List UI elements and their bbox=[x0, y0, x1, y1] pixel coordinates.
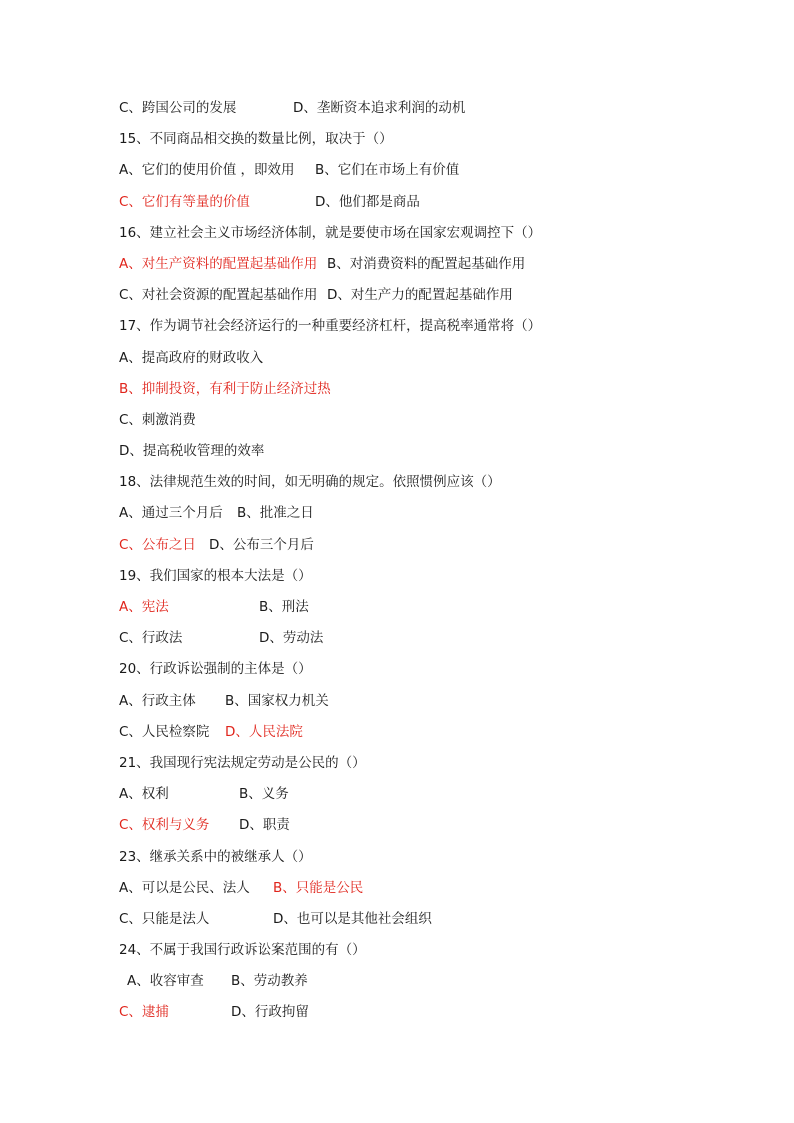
answer-option-line bbox=[119, 969, 719, 1000]
option-b: B、刑法 bbox=[259, 599, 309, 615]
answer-option-line bbox=[119, 377, 719, 408]
option-a-correct: A、宪法 bbox=[119, 599, 169, 615]
answer-option-line bbox=[119, 813, 719, 844]
option-c-correct: C、逮捕 bbox=[119, 1004, 169, 1021]
option-d: D、行政拘留 bbox=[231, 1004, 309, 1021]
question-text: 23、继承关系中的被继承人（） bbox=[119, 848, 312, 865]
option-b: B、批准之日 bbox=[237, 505, 314, 522]
question-text: 24、不属于我国行政诉讼案范围的有（） bbox=[119, 942, 366, 959]
option-b: B、它们在市场上有价值 bbox=[315, 162, 460, 179]
answer-option-line bbox=[119, 283, 719, 314]
question-23 bbox=[119, 845, 719, 876]
option-d: D、垄断资本追求利润的动机 bbox=[293, 100, 466, 116]
option-c: C、只能是法人 bbox=[119, 910, 210, 927]
answer-option-line bbox=[119, 626, 719, 657]
question-18 bbox=[119, 470, 719, 501]
option-b: B、对消费资料的配置起基础作用 bbox=[327, 255, 526, 272]
document-body bbox=[119, 96, 719, 1032]
option-a: A、可以是公民、法人 bbox=[119, 879, 250, 896]
answer-option-line bbox=[119, 782, 719, 813]
question-19 bbox=[119, 564, 719, 595]
option-b-correct: B、抑制投资，有利于防止经济过热 bbox=[119, 380, 331, 397]
option-c-correct: C、公布之日 bbox=[119, 536, 196, 553]
question-text: 18、法律规范生效的时间，如无明确的规定。依照惯例应该（） bbox=[119, 474, 501, 491]
question-16 bbox=[119, 221, 719, 252]
option-c: C、刺激消费 bbox=[119, 411, 196, 428]
option-c: C、对社会资源的配置起基础作用 bbox=[119, 287, 318, 304]
option-b-correct: B、只能是公民 bbox=[273, 879, 364, 896]
option-d-correct: D、人民法院 bbox=[225, 723, 303, 740]
answer-option-line bbox=[119, 252, 719, 283]
answer-option-line bbox=[119, 1000, 719, 1031]
question-24 bbox=[119, 938, 719, 969]
option-a: A、权利 bbox=[119, 786, 169, 803]
option-d: D、他们都是商品 bbox=[315, 193, 420, 210]
option-c: C、人民检察院 bbox=[119, 723, 210, 740]
answer-option-line bbox=[119, 96, 719, 127]
option-a-correct: A、对生产资料的配置起基础作用 bbox=[119, 255, 318, 272]
question-text: 20、行政诉讼强制的主体是（） bbox=[119, 661, 312, 678]
question-text: 21、我国现行宪法规定劳动是公民的（） bbox=[119, 754, 366, 771]
answer-option-line bbox=[119, 907, 719, 938]
answer-option-line bbox=[119, 346, 719, 377]
option-b: B、国家权力机关 bbox=[225, 692, 329, 709]
question-20 bbox=[119, 657, 719, 688]
option-d: D、公布三个月后 bbox=[209, 536, 314, 553]
option-a: A、收容审查 bbox=[127, 973, 204, 990]
option-d: D、对生产力的配置起基础作用 bbox=[327, 287, 513, 304]
option-a: A、它们的使用价值 ，即效用 bbox=[119, 162, 295, 179]
answer-option-line bbox=[119, 158, 719, 189]
answer-option-line bbox=[119, 408, 719, 439]
answer-option-line bbox=[119, 720, 719, 751]
question-text: 19、我们国家的根本大法是（） bbox=[119, 567, 312, 584]
option-c-correct: C、权利与义务 bbox=[119, 817, 210, 834]
option-b: B、义务 bbox=[239, 786, 289, 803]
question-text: 15、不同商品相交换的数量比例，取决于（） bbox=[119, 131, 393, 148]
option-c-correct: C、它们有等量的价值 bbox=[119, 193, 250, 210]
option-d: D、劳动法 bbox=[259, 630, 324, 647]
answer-option-line bbox=[119, 595, 719, 626]
option-b: B、劳动教养 bbox=[231, 973, 308, 990]
answer-option-line bbox=[119, 689, 719, 720]
answer-option-line bbox=[119, 190, 719, 221]
question-text: 16、建立社会主义市场经济体制，就是要使市场在国家宏观调控下（） bbox=[119, 224, 542, 241]
question-15 bbox=[119, 127, 719, 158]
answer-option-line bbox=[119, 501, 719, 532]
answer-option-line bbox=[119, 533, 719, 564]
option-d: D、提高税收管理的效率 bbox=[119, 443, 265, 460]
option-a: A、通过三个月后 bbox=[119, 505, 223, 522]
option-c: C、行政法 bbox=[119, 630, 183, 647]
question-21 bbox=[119, 751, 719, 782]
option-a: A、行政主体 bbox=[119, 692, 196, 709]
answer-option-line bbox=[119, 876, 719, 907]
question-17 bbox=[119, 314, 719, 345]
option-c: C、跨国公司的发展 bbox=[119, 100, 237, 116]
option-d: D、也可以是其他社会组织 bbox=[273, 910, 432, 927]
answer-option-line bbox=[119, 439, 719, 470]
question-text: 17、作为调节社会经济运行的一种重要经济杠杆，提高税率通常将（） bbox=[119, 318, 542, 335]
option-d: D、职责 bbox=[239, 817, 290, 834]
option-a: A、提高政府的财政收入 bbox=[119, 349, 264, 366]
